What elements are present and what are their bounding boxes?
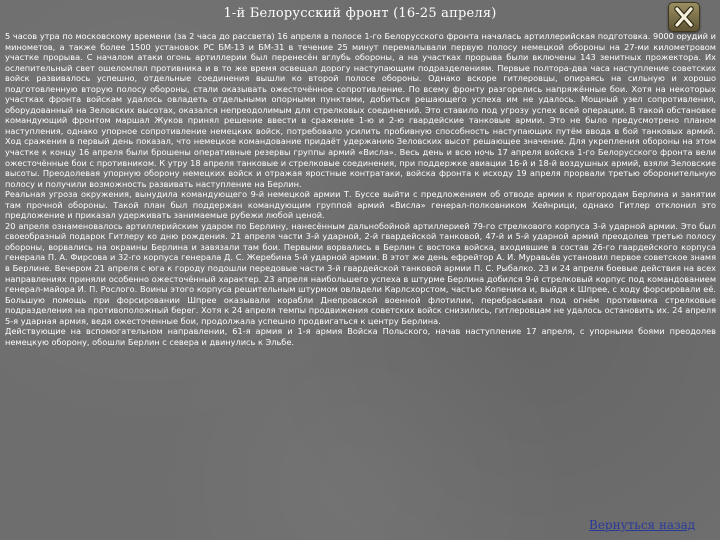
paragraph-operation-start: 5 часов утра по московскому времени (за 2 часа до рассвета) 16 апреля в полосе 1-го Белорусского фронта началась артиллерийская подготовка. 9000 орудий и минометов, а также более 1500 установок РС БМ-13 и БМ-31 в течение 25 минут перемалывали первую полосу немецкой обороны на 27-ми километровом участке прорыва. С началом атаки огонь артиллерии был перенесён вглубь обороны, а на участках прорыва были включены 143 зенитных прожектора. Их ослепительный свет ошеломлял противника и в то же время освещал дорогу наступающим подразделениям. Первые полтора-два часа наступление советских войск развивалось успешно, отдельные соединения вышли ко второй полосе обороны. Однако вскоре гитлеровцы, опираясь на сильную и хорошо подготовленную вторую полосу обороны, стали оказывать ожесточённое сопротивление. По всему фронту разгорелись напряжённые бои. Хотя на некоторых участках фронта войскам удалось овладеть отдельными опорными пунктами, добиться решающего успеха им не удалось. Мощный узел сопротивления, оборудованный на Зеловских высотах, оказался непреодолимым для стрелковых соединений. Это ставило под угрозу успех всей операции. В такой обстановке командующий фронтом маршал Жуков принял решение ввести в сражение 1-ю и 2-ю гвардейские танковые армии. Это не было предусмотрено планом наступления, однако упорное сопротивление немецких войск, потребовало усилить пробивную способность наступающих путём ввода в бой танковых армий. Ход сражения в первый день показал, что немецкое командование придаёт удержанию Зеловских высот решающее значение. Для укрепления обороны на этом участке к концу 16 апреля были брошены оперативные резервы группы армий «Висла». Весь день и всю ночь 17 апреля войска 1-го Белорусского фронта вели ожесточённые бои с противником. К утру 18 апреля танковые и стрелковые соединения, при поддержке авиации 16-й и 18-й воздушных армий, взяли Зеловские высоты. Преодолевая упорную оборону немецких войск и отражая яростные контратаки, войска фронта к исходу 19 апреля прорвали третью оборонительную полосу и получили возможность развивать наступление на Берлин. [5, 31, 716, 189]
back-link[interactable]: Вернуться назад [589, 518, 696, 532]
body-text [5, 31, 716, 347]
slide-title: 1-й Белорусский фронт (16-25 апреля) [223, 6, 497, 21]
paragraph-encirclement-threat: Реальная угроза окружения, вынудила командующего 9-й немецкой армии Т. Буссе выйти с предложением об отводе армии к пригородам Берлина и занятии там прочной обороны. Такой план был поддержан командующим группой армий «Висла» генерал-полковником Хейнрици, однако Гитлер отклонил это предложение и приказал удерживать занимаемые рубежи любой ценой. [5, 189, 716, 221]
close-button[interactable] [668, 2, 700, 32]
paragraph-auxiliary-direction: Действующие на вспомогательном направлении, 61-я армия и 1-я армия Войска Польского, начав наступление 17 апреля, с упорными боями преодолев немецкую оборону, обошли Берлин с севера и двинулись к Эльбе. [5, 326, 716, 347]
paragraph-berlin-assault: 20 апреля ознаменовалось артиллерийским ударом по Берлину, нанесённым дальнобойной артиллерией 79-го стрелкового корпуса 3-й ударной армии. Это был своеобразный подарок Гитлеру ко дню рождения. 21 апреля части 3-й ударной, 2-й гвардейской танковой, 47-й и 5-й ударной армий преодолев третью полосу обороны, ворвались на окраины Берлина и завязали там бои. Первыми ворвались в Берлин с востока войска, входившие в состав 26-го гвардейского корпуса генерала П. А. Фирсова и 32-го корпуса генерала Д. С. Жеребина 5-й ударной армии. В этот же день ефрейтор А. И. Муравьёв установил первое советское знамя в Берлине. Вечером 21 апреля с юга к городу подошли передовые части 3-й гвардейской танковой армии П. С. Рыбалко. 23 и 24 апреля боевые действия на всех направлениях приняли особенно ожесточённый характер. 23 апреля наибольшего успеха в штурме Берлина добился 9-й стрелковый корпус под командованием генерал-майора И. П. Рослого. Воины этого корпуса решительным штурмом овладели Карлсхорстом, частью Копеника и, выйдя к Шпрее, с ходу форсировали её. Большую помощь при форсировании Шпрее оказывали корабли Днепровской военной флотилии, перебрасывая под огнём противника стрелковые подразделения на противоположный берег. Хотя к 24 апреля темпы продвижения советских войск снизились, гитлеровцам не удалось остановить их. 24 апреля 5-я ударная армия, ведя ожесточенные бои, продолжала успешно продвигаться к центру Берлина. [5, 220, 716, 326]
close-x-icon [669, 3, 699, 31]
